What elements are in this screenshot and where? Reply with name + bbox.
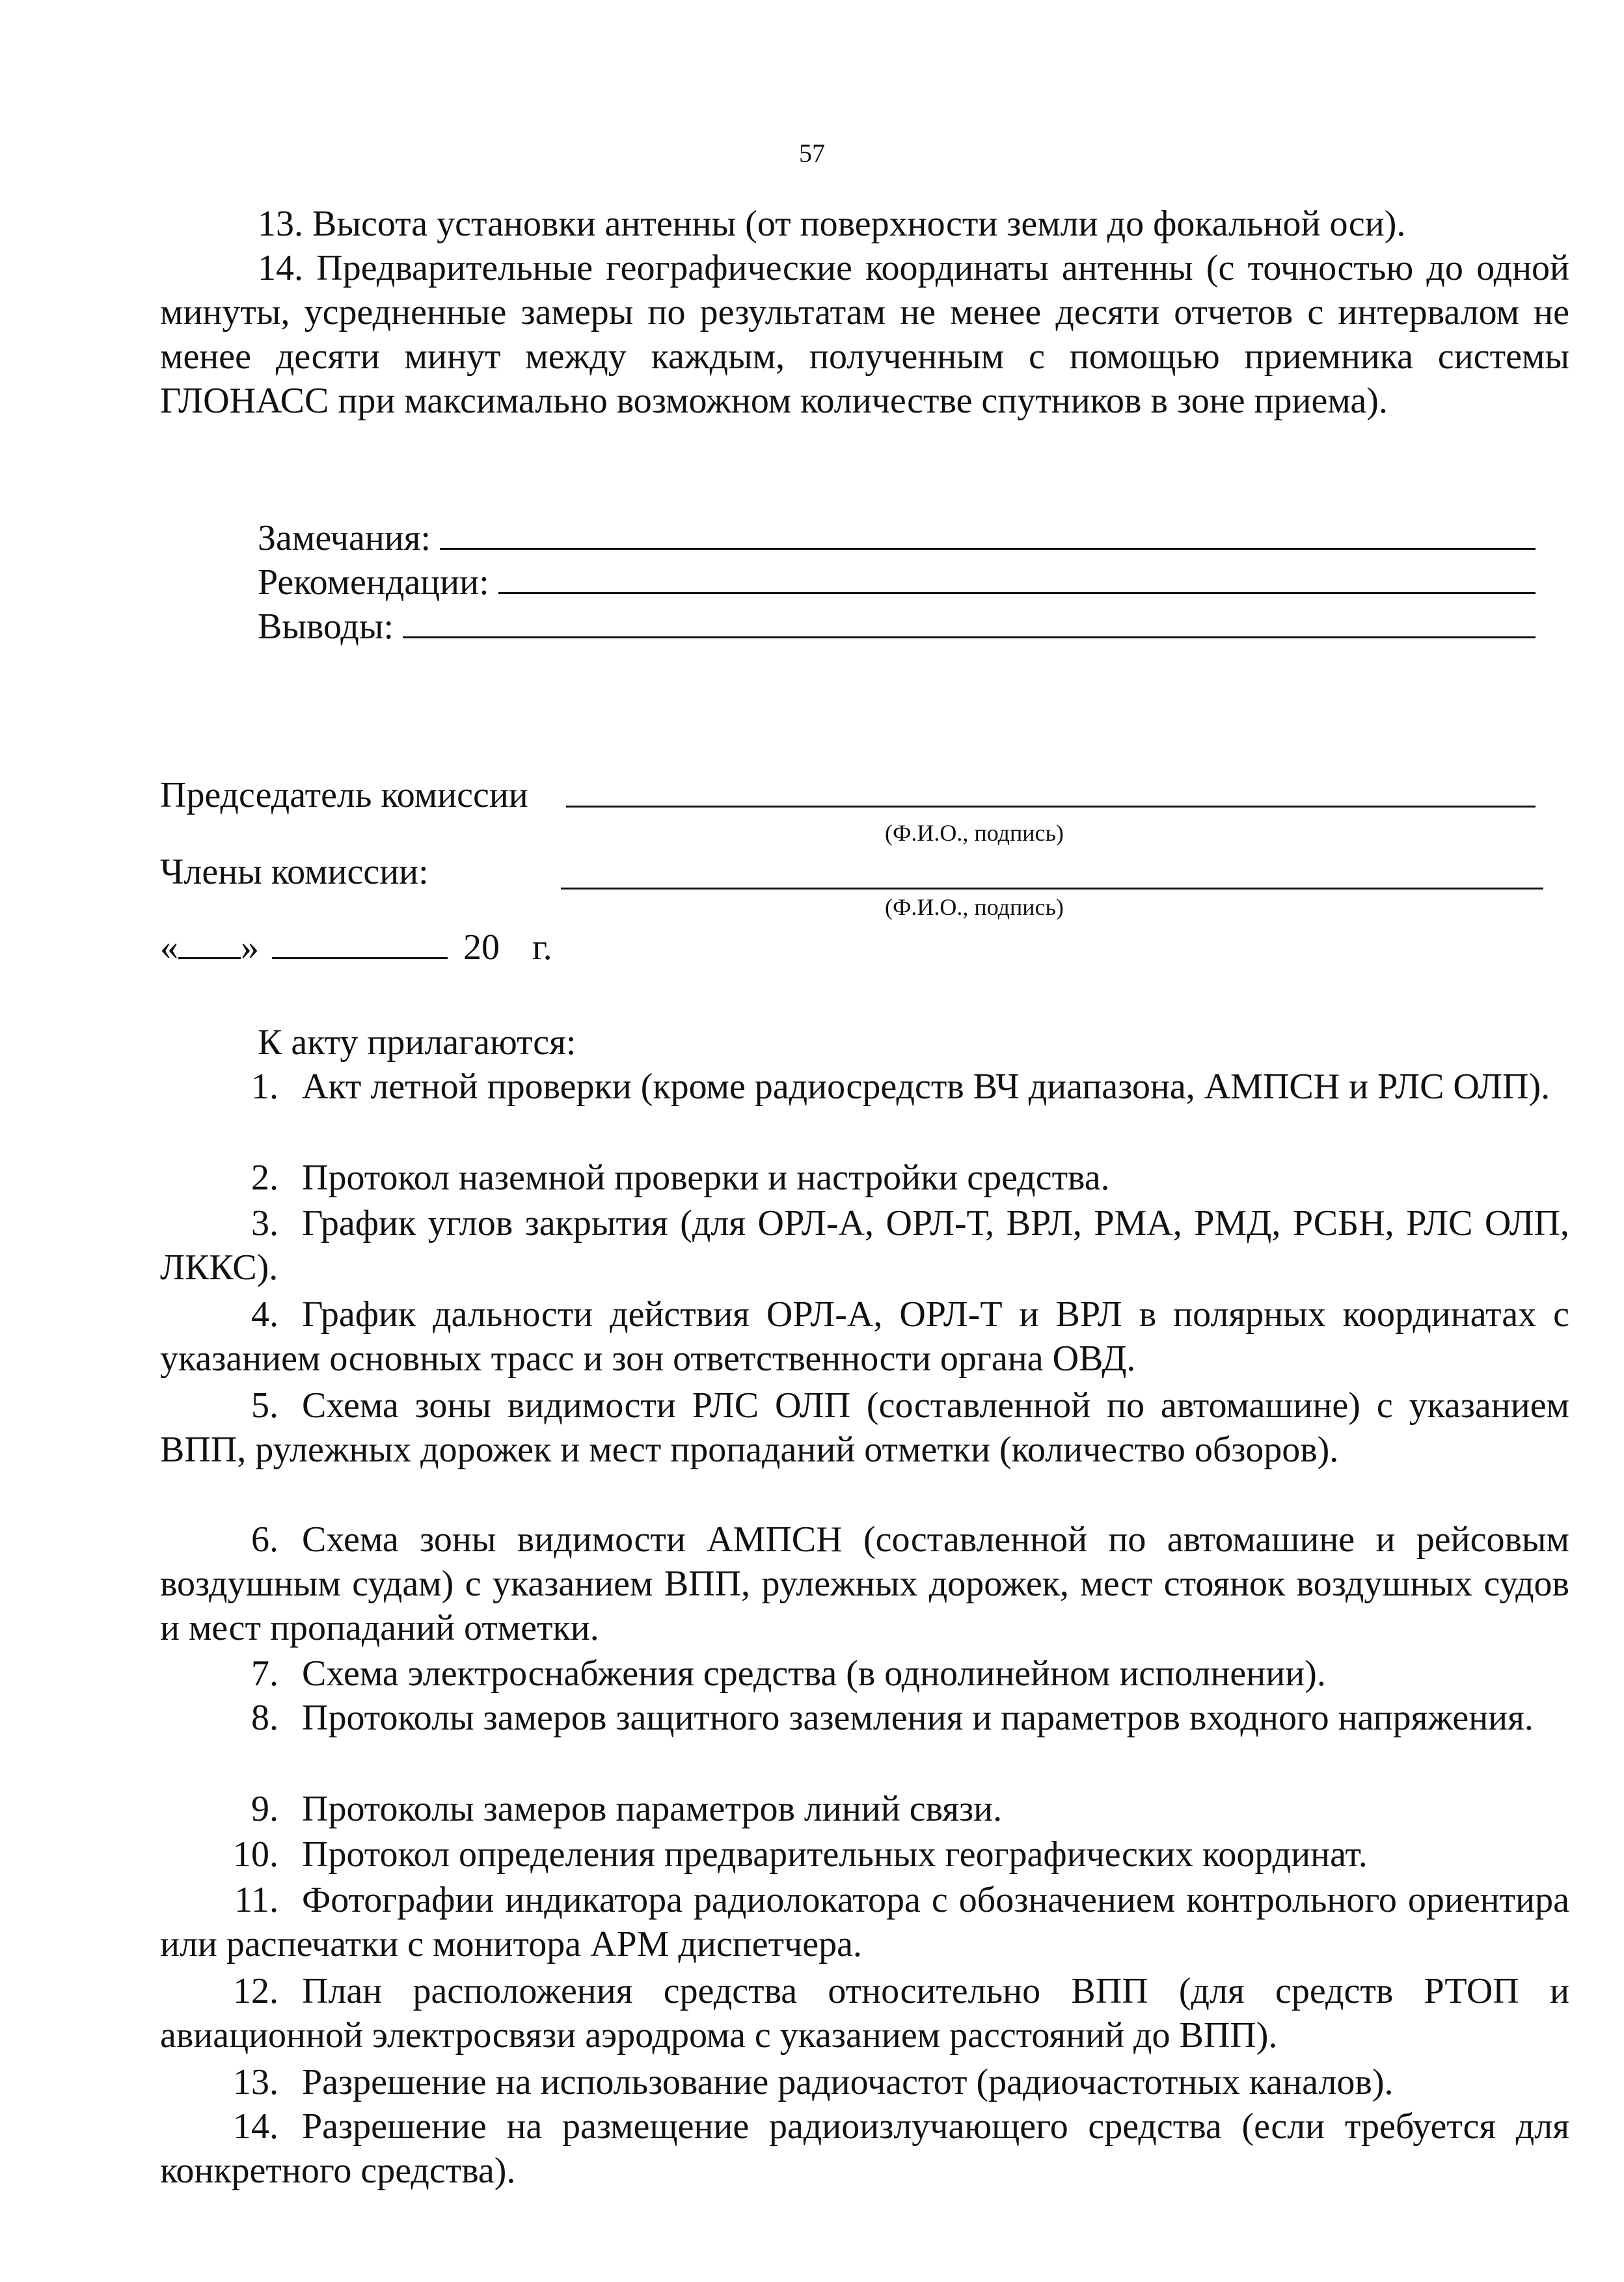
- members-label: Члены комиссии:: [160, 852, 429, 892]
- attachment-item-10: [160, 1832, 1569, 1877]
- attachment-number: 1.: [251, 1066, 278, 1107]
- attachment-number: 9.: [251, 1789, 278, 1829]
- attachment-text: График углов закрытия (для ОРЛ-А, ОРЛ-Т, ВРЛ, РМА, РМД, РСБН, РЛС ОЛП, ЛККС).: [160, 1203, 1569, 1288]
- attachment-text: Акт летной проверки (кроме радиосредств ВЧ диапазона, АМПСН и РЛС ОЛП).: [302, 1066, 1550, 1107]
- attachment-text: Разрешение на использование радиочастот (радиочастотных каналов).: [302, 2062, 1394, 2102]
- attachment-number: 12.: [233, 1971, 278, 2011]
- attachment-number: 14.: [233, 2106, 278, 2147]
- attachment-text: График дальности действия ОРЛ-А, ОРЛ-Т и ВРЛ в полярных координатах с указанием основных трасс и зон ответственности органа ОВД.: [160, 1294, 1569, 1379]
- attachment-item-4: [160, 1292, 1569, 1381]
- members-caption: (Ф.И.О., подпись): [885, 894, 1064, 920]
- recommendations-line: [498, 558, 1536, 594]
- members-signature-line: [561, 854, 1543, 890]
- attachment-text: Протокол определения предварительных географических координат.: [302, 1834, 1368, 1875]
- conclusions-line: [403, 603, 1536, 638]
- attachment-number: 11.: [234, 1880, 278, 1920]
- attachment-number: 8.: [251, 1698, 278, 1738]
- chairman-caption: (Ф.И.О., подпись): [885, 820, 1064, 846]
- chairman-signature-line: [566, 772, 1536, 808]
- attachments-heading: К акту прилагаются:: [258, 1022, 576, 1063]
- page-number: 57: [799, 139, 825, 168]
- attachment-item-14: [160, 2104, 1569, 2193]
- attachment-item-12: [160, 1969, 1569, 2058]
- recommendations-field: [258, 558, 1536, 604]
- attachment-item-3: [160, 1201, 1569, 1290]
- attachment-number: 4.: [251, 1294, 278, 1335]
- attachment-item-6: [160, 1517, 1569, 1650]
- attachment-item-9: [160, 1787, 1569, 1831]
- attachment-number: 5.: [251, 1385, 278, 1426]
- conclusions-label: Выводы:: [258, 606, 394, 647]
- attachment-text: Схема зоны видимости РЛС ОЛП (составленной по автомашине) с указанием ВПП, рулежных дорожек и мест пропаданий отметки (количество обзоров).: [160, 1385, 1569, 1470]
- attachment-text: Протоколы замеров параметров линий связи.: [302, 1789, 1003, 1829]
- attachment-item-2: [160, 1156, 1569, 1200]
- attachment-text: Разрешение на размещение радиоизлучающего средства (если требуется для конкретного средства).: [160, 2106, 1569, 2191]
- attachment-text: Схема зоны видимости АМПСН (составленной по автомашине и рейсовым воздушным судам) с указанием ВПП, рулежных дорожек, мест стоянок воздушных судов и мест пропаданий отметки.: [160, 1519, 1569, 1648]
- year-prefix: 20: [463, 927, 500, 968]
- attachment-number: 7.: [251, 1653, 278, 1694]
- attachment-text: Фотографии индикатора радиолокатора с обозначением контрольного ориентира или распечатки с монитора АРМ диспетчера.: [160, 1880, 1569, 1964]
- date-quote-open: «: [160, 927, 178, 968]
- remarks-line: [440, 514, 1536, 550]
- attachment-number: 2.: [251, 1158, 278, 1198]
- conclusions-field: [258, 603, 1536, 649]
- attachment-item-11: [160, 1878, 1569, 1966]
- attachment-number: 10.: [233, 1834, 278, 1875]
- remarks-field: [258, 514, 1536, 560]
- chairman-label: Председатель комиссии: [160, 775, 528, 815]
- month-blank: [272, 926, 448, 959]
- day-blank: [178, 926, 241, 959]
- attachment-text: Протоколы замеров защитного заземления и параметров входного напряжения.: [302, 1698, 1534, 1738]
- remarks-label: Замечания:: [258, 518, 431, 558]
- attachment-number: 3.: [251, 1203, 278, 1243]
- paragraph-13: 13. Высота установки антенны (от поверхности земли до фокальной оси).: [258, 204, 1406, 244]
- attachment-item-1: [160, 1065, 1569, 1109]
- attachment-item-7: [160, 1651, 1569, 1696]
- year-suffix: г.: [532, 927, 552, 968]
- recommendations-label: Рекомендации:: [258, 562, 489, 603]
- attachment-item-5: [160, 1383, 1569, 1472]
- attachment-text: Схема электроснабжения средства (в однолинейном исполнении).: [302, 1653, 1326, 1694]
- attachment-text: Протокол наземной проверки и настройки средства.: [302, 1158, 1110, 1198]
- attachment-number: 6.: [251, 1519, 278, 1560]
- attachment-text: План расположения средства относительно ВПП (для средств РТОП и авиационной электросвязи аэродрома с указанием расстояний до ВПП).: [160, 1971, 1569, 2056]
- date-quote-close: »: [241, 927, 259, 968]
- date-line: [160, 925, 552, 970]
- attachment-number: 13.: [233, 2062, 278, 2102]
- paragraph-14: 14. Предварительные географические координаты антенны (с точностью до одной минуты, усредненные замеры по результатам не менее десяти отчетов с интервалом не менее десяти минут между каждым, полученным с помощью приемника системы ГЛОНАСС при максимально возможном количестве спутников в зоне приема).: [160, 248, 1569, 421]
- attachment-item-8: [160, 1696, 1569, 1740]
- attachment-item-13: [160, 2060, 1569, 2104]
